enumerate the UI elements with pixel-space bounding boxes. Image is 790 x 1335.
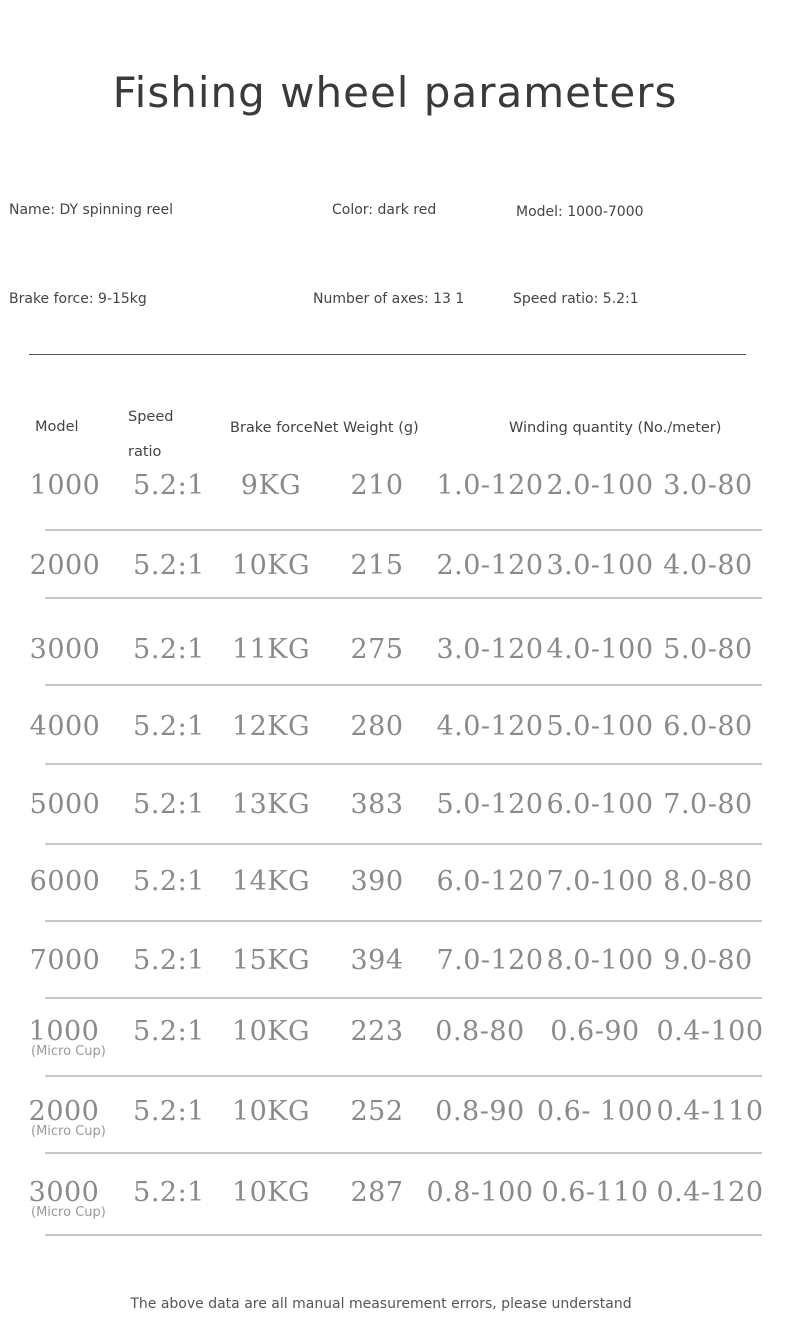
table-cell-w3: 0.4-120 <box>656 1177 764 1208</box>
table-cell-weight: 223 <box>350 1016 404 1047</box>
table-cell-w2: 0.6-110 <box>541 1177 649 1208</box>
table-cell-brake: 13KG <box>231 789 311 820</box>
table-cell-w2: 8.0-100 <box>546 945 654 976</box>
table-cell-w1: 0.8-100 <box>426 1177 534 1208</box>
table-cell-w3: 3.0-80 <box>663 470 753 501</box>
table-cell-model-subtitle: (Micro Cup) <box>31 1205 106 1220</box>
page-title: Fishing wheel parameters <box>112 68 678 117</box>
table-cell-weight: 252 <box>350 1096 404 1127</box>
table-cell-model: 6000 <box>29 866 101 897</box>
table-cell-w1: 4.0-120 <box>436 711 544 742</box>
table-cell-w3: 5.0-80 <box>663 634 753 665</box>
table-cell-brake: 11KG <box>231 634 311 665</box>
table-cell-brake: 12KG <box>231 711 311 742</box>
spec-brake-force: Brake force: 9-15kg <box>9 291 147 307</box>
table-cell-brake: 10KG <box>231 1016 311 1047</box>
table-cell-brake: 10KG <box>231 1177 311 1208</box>
table-cell-weight: 280 <box>350 711 404 742</box>
table-cell-w1: 5.0-120 <box>436 789 544 820</box>
spec-axes: Number of axes: 13 1 <box>313 291 465 307</box>
table-cell-model: 1000 <box>29 470 101 501</box>
table-cell-ratio: 5.2:1 <box>133 1096 205 1127</box>
table-cell-w2: 0.6- 100 <box>536 1096 654 1127</box>
table-cell-weight: 210 <box>350 470 404 501</box>
table-cell-w3: 6.0-80 <box>663 711 753 742</box>
table-cell-model-subtitle: (Micro Cup) <box>31 1044 106 1059</box>
table-row-divider <box>45 1152 762 1154</box>
table-cell-model: 5000 <box>29 789 101 820</box>
table-cell-ratio: 5.2:1 <box>133 550 205 581</box>
table-cell-w1: 2.0-120 <box>436 550 544 581</box>
table-cell-w3: 8.0-80 <box>663 866 753 897</box>
table-cell-model: 7000 <box>29 945 101 976</box>
table-cell-model: 1000 <box>28 1016 100 1047</box>
header-net-weight: Net Weight (g) <box>313 420 419 436</box>
table-cell-model: 2000 <box>28 1096 100 1127</box>
table-row-divider <box>45 763 762 765</box>
table-row-divider <box>45 597 762 599</box>
table-cell-w1: 0.8-80 <box>435 1016 525 1047</box>
table-cell-model: 3000 <box>28 1177 100 1208</box>
header-speed-line1: Speed <box>128 409 174 425</box>
table-cell-brake: 9KG <box>240 470 302 501</box>
table-cell-weight: 215 <box>350 550 404 581</box>
table-cell-w1: 0.8-90 <box>435 1096 525 1127</box>
table-cell-ratio: 5.2:1 <box>133 1177 205 1208</box>
table-cell-w1: 6.0-120 <box>436 866 544 897</box>
spec-name: Name: DY spinning reel <box>9 202 173 218</box>
header-model: Model <box>35 419 79 435</box>
spec-color: Color: dark red <box>332 202 437 218</box>
table-cell-model: 2000 <box>29 550 101 581</box>
table-cell-brake: 10KG <box>231 1096 311 1127</box>
header-brake-force: Brake force <box>230 420 313 436</box>
spec-model: Model: 1000-7000 <box>516 204 644 220</box>
table-cell-ratio: 5.2:1 <box>133 711 205 742</box>
table-cell-w2: 4.0-100 <box>546 634 654 665</box>
table-row-divider <box>45 1075 762 1077</box>
table-cell-ratio: 5.2:1 <box>133 470 205 501</box>
table-cell-weight: 394 <box>350 945 404 976</box>
table-row-divider <box>45 684 762 686</box>
table-cell-w2: 3.0-100 <box>546 550 654 581</box>
table-cell-w3: 4.0-80 <box>663 550 753 581</box>
table-row-divider <box>45 529 762 531</box>
header-speed-line2: ratio <box>128 444 162 460</box>
header-winding-quantity: Winding quantity (No./meter) <box>509 420 722 436</box>
table-cell-w2: 6.0-100 <box>546 789 654 820</box>
table-cell-weight: 287 <box>350 1177 404 1208</box>
table-cell-w1: 7.0-120 <box>436 945 544 976</box>
table-cell-weight: 390 <box>350 866 404 897</box>
table-cell-brake: 14KG <box>231 866 311 897</box>
table-cell-w2: 5.0-100 <box>546 711 654 742</box>
table-cell-w1: 1.0-120 <box>436 470 544 501</box>
table-row-divider <box>45 920 762 922</box>
table-cell-brake: 15KG <box>231 945 311 976</box>
table-row-divider <box>45 843 762 845</box>
table-row-divider <box>45 997 762 999</box>
table-cell-w2: 2.0-100 <box>546 470 654 501</box>
table-cell-w2: 7.0-100 <box>546 866 654 897</box>
table-cell-ratio: 5.2:1 <box>133 634 205 665</box>
table-cell-model: 4000 <box>29 711 101 742</box>
table-cell-w3: 0.4-100 <box>656 1016 764 1047</box>
table-cell-w3: 7.0-80 <box>663 789 753 820</box>
spec-speed-ratio: Speed ratio: 5.2:1 <box>513 291 639 307</box>
table-row-divider <box>45 1234 762 1236</box>
table-cell-ratio: 5.2:1 <box>133 789 205 820</box>
table-cell-w3: 0.4-110 <box>656 1096 764 1127</box>
table-cell-w3: 9.0-80 <box>663 945 753 976</box>
table-cell-ratio: 5.2:1 <box>133 945 205 976</box>
table-cell-model-subtitle: (Micro Cup) <box>31 1124 106 1139</box>
table-cell-weight: 383 <box>350 789 404 820</box>
table-cell-w2: 0.6-90 <box>550 1016 640 1047</box>
table-cell-weight: 275 <box>350 634 404 665</box>
table-cell-model: 3000 <box>29 634 101 665</box>
footer-note: The above data are all manual measurement errors, please understand <box>130 1296 632 1312</box>
table-cell-brake: 10KG <box>231 550 311 581</box>
table-cell-ratio: 5.2:1 <box>133 866 205 897</box>
table-cell-w1: 3.0-120 <box>436 634 544 665</box>
separator-line <box>29 354 746 355</box>
table-cell-ratio: 5.2:1 <box>133 1016 205 1047</box>
